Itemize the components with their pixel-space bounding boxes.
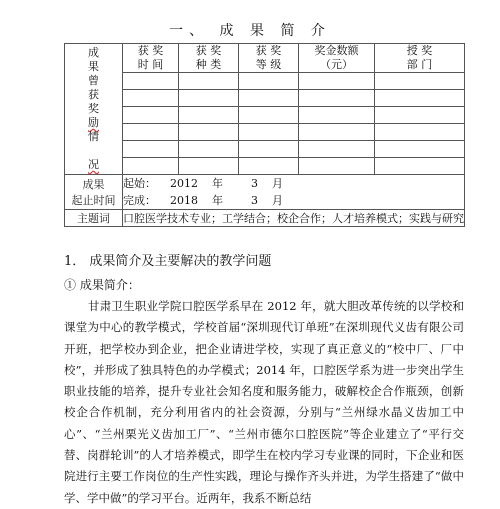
award-side-label <box>65 44 123 175</box>
side-char: 况 <box>88 158 99 171</box>
header-award-time: 获 奖 时 间 <box>123 44 179 73</box>
side-char: 成 <box>88 46 99 59</box>
period-values: 起始： 2012 年 3 月 完成： 2018 年 3 月 <box>123 175 465 210</box>
table-row <box>65 124 465 141</box>
body-paragraph: 甘肃卫生职业学院口腔医学系早在 2012 年，就大胆改革传统的以学校和课堂为中心的教学模式，学校首届“深圳现代订单班”在深圳现代义齿有限公司开班，把学校办到企业，把企业请进学校，实现了真正意义的“校中厂、厂中校”，并形成了独具特色的办学模式；2014 年，口腔医学系为进一步突出学生职业技能的培养，提升专业社会知名度和服务能力，破解校企合作瓶颈，创新校企合作机制，充分利用省内的社会资源，分别与“兰州绿水晶义齿加工中心”、“兰州栗光义齿加工厂”、“兰州市德尔口腔医院”等企业建立了“平行交替、岗群轮训”的人才培养模式，即学生在校内学习专业课的同时，下企业和医院进行主要工作岗位的生产性实践，理论与操作齐头并进，为学生搭建了“做中学、学中做”的学习平台。近两年，我系不断总结 <box>64 299 464 505</box>
table-row <box>65 141 465 158</box>
keywords-label: 主题词 <box>65 210 123 227</box>
side-char: 果 <box>88 60 99 73</box>
period-label: 成果 起止时间 <box>65 175 123 210</box>
table-row <box>65 73 465 90</box>
award-table <box>64 43 465 227</box>
side-char: 情 <box>88 130 99 143</box>
page-title: 一、 成 果 简 介 <box>169 23 331 39</box>
header-award-level: 获 奖 等 级 <box>239 44 299 73</box>
table-row <box>65 158 465 175</box>
table-row <box>65 90 465 107</box>
side-char: 奖 <box>88 102 99 115</box>
header-award-type: 获 奖 种 类 <box>179 44 239 73</box>
side-char: 获 <box>88 88 99 101</box>
header-award-amount: 奖金数额 （元） <box>299 44 375 73</box>
table-row <box>65 107 465 124</box>
section-heading: 1． 成果简介及主要解决的教学问题 <box>64 254 272 269</box>
header-award-dept: 授 奖 部 门 <box>375 44 465 73</box>
keywords-value: 口腔医学技术专业；工学结合；校企合作；人才培养模式；实践与研究 <box>123 210 465 227</box>
sub-heading: ① 成果简介： <box>64 278 140 292</box>
side-char: 曾 <box>88 74 99 87</box>
side-char: 励 <box>88 116 99 129</box>
